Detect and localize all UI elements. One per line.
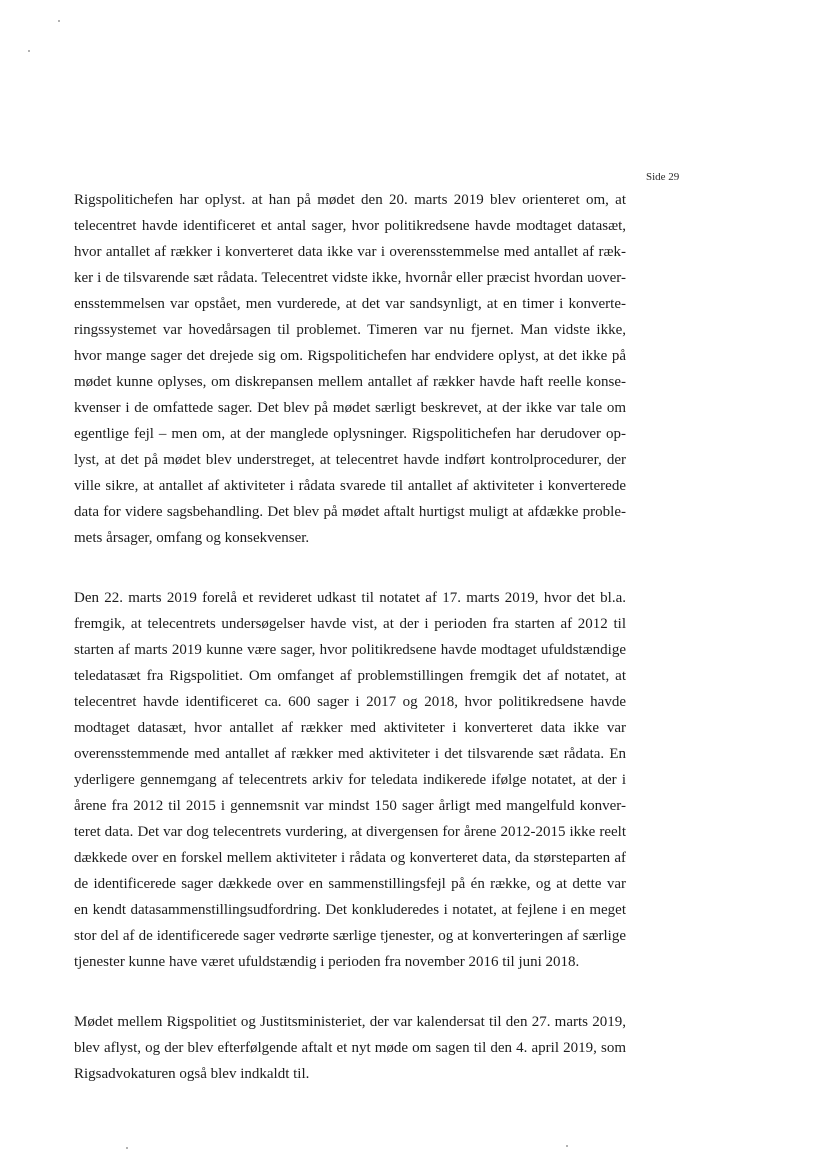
text-line: Mødet mellem Rigspolitiet og Justitsministeriet, der var kalendersat til den 27. marts 2019,	[74, 1014, 626, 1030]
scan-speck	[28, 50, 30, 52]
text-line: data for videre sagsbehandling. Det blev på mødet aftalt hurtigst muligt at afdække proble-	[74, 504, 626, 520]
text-line: ville sikre, at antallet af aktiviteter i rådata svarede til antallet af aktiviteter i konverterede	[74, 478, 626, 494]
text-line: hvor mange sager det drejede sig om. Rigspolitichefen har endvidere oplyst, at det ikke på	[74, 348, 626, 364]
text-line: tjenester kunne have været ufuldstændig i perioden fra november 2016 til juni 2018.	[74, 954, 580, 970]
text-line: teret data. Det var dog telecentrets vurdering, at divergensen for årene 2012-2015 ikke reelt	[74, 824, 626, 840]
text-line: ker i de tilsvarende sæt rådata. Telecentret vidste ikke, hvornår eller præcist hvordan uover-	[74, 270, 626, 286]
text-line: fremgik, at telecentrets undersøgelser havde vist, at der i perioden fra starten af 2012 til	[74, 616, 626, 632]
text-line: en kendt datasammenstillingsudfordring. Det konkluderedes i notatet, at fejlene i en meget	[74, 902, 626, 918]
text-line: Rigsadvokaturen også blev indkaldt til.	[74, 1066, 310, 1082]
text-line: mødet kunne oplyses, om diskrepansen mellem antallet af rækker havde haft reelle konse-	[74, 374, 626, 390]
text-line: egentlige fejl – men om, at der manglede oplysninger. Rigspolitichefen har derudover op-	[74, 426, 626, 442]
text-line: telecentret havde identificeret et antal sager, hvor politikredsene havde modtaget datasæt,	[74, 218, 626, 234]
text-line: ringssystemet var hovedårsagen til problemet. Timeren var nu fjernet. Man vidste ikke,	[74, 322, 626, 338]
text-line: årene fra 2012 til 2015 i gennemsnit var mindst 150 sager årligt med mangelfuld konver-	[74, 798, 626, 814]
text-line: yderligere gennemgang af telecentrets arkiv for teledata indikerede ifølge notatet, at der i	[74, 772, 626, 788]
text-line: kvenser i de omfattede sager. Det blev på mødet særligt beskrevet, at der ikke var tale om	[74, 400, 626, 416]
scan-speck	[566, 1145, 568, 1147]
text-line: telecentret havde identificeret ca. 600 sager i 2017 og 2018, hvor politikredsene havde	[74, 694, 626, 710]
text-line: starten af marts 2019 kunne være sager, hvor politikredsene havde modtaget ufuldstændige	[74, 642, 626, 658]
text-line: modtaget datasæt, hvor antallet af rækker med aktiviteter i konverteret data ikke var	[74, 720, 626, 736]
text-line: teledatasæt fra Rigspolitiet. Om omfanget af problemstillingen fremgik det af notatet, at	[74, 668, 626, 684]
text-line: blev aflyst, og der blev efterfølgende aftalt et nyt møde om sagen til den 4. april 2019, som	[74, 1040, 626, 1056]
text-line: dækkede over en forskel mellem aktiviteter i rådata og konverteret data, da størsteparten af	[74, 850, 626, 866]
text-line: mets årsager, omfang og konsekvenser.	[74, 530, 310, 546]
scan-speck	[58, 20, 60, 22]
scan-speck	[126, 1147, 128, 1149]
page-number: Side 29	[646, 171, 680, 183]
text-line: ensstemmelsen var opstået, men vurderede, at det var sandsynligt, at en timer i konverte-	[74, 296, 626, 312]
text-line: stor del af de identificerede sager vedrørte særlige tjenester, og at konverteringen af særlige	[74, 928, 626, 944]
text-line: lyst, at det på mødet blev understreget, at telecentret havde indført kontrolprocedurer, der	[74, 452, 626, 468]
text-line: overensstemmende med antallet af rækker med aktiviteter i det tilsvarende sæt rådata. En	[74, 746, 626, 762]
text-line: Den 22. marts 2019 forelå et revideret udkast til notatet af 17. marts 2019, hvor det bl.a.	[74, 590, 626, 606]
text-line: hvor antallet af rækker i konverteret data ikke var i overensstemmelse med antallet af ræk-	[74, 244, 626, 260]
text-line: Rigspolitichefen har oplyst. at han på mødet den 20. marts 2019 blev orienteret om, at	[74, 192, 626, 208]
text-line: de identificerede sager dækkede over en sammenstillingsfejl på én række, og at dette var	[74, 876, 626, 892]
